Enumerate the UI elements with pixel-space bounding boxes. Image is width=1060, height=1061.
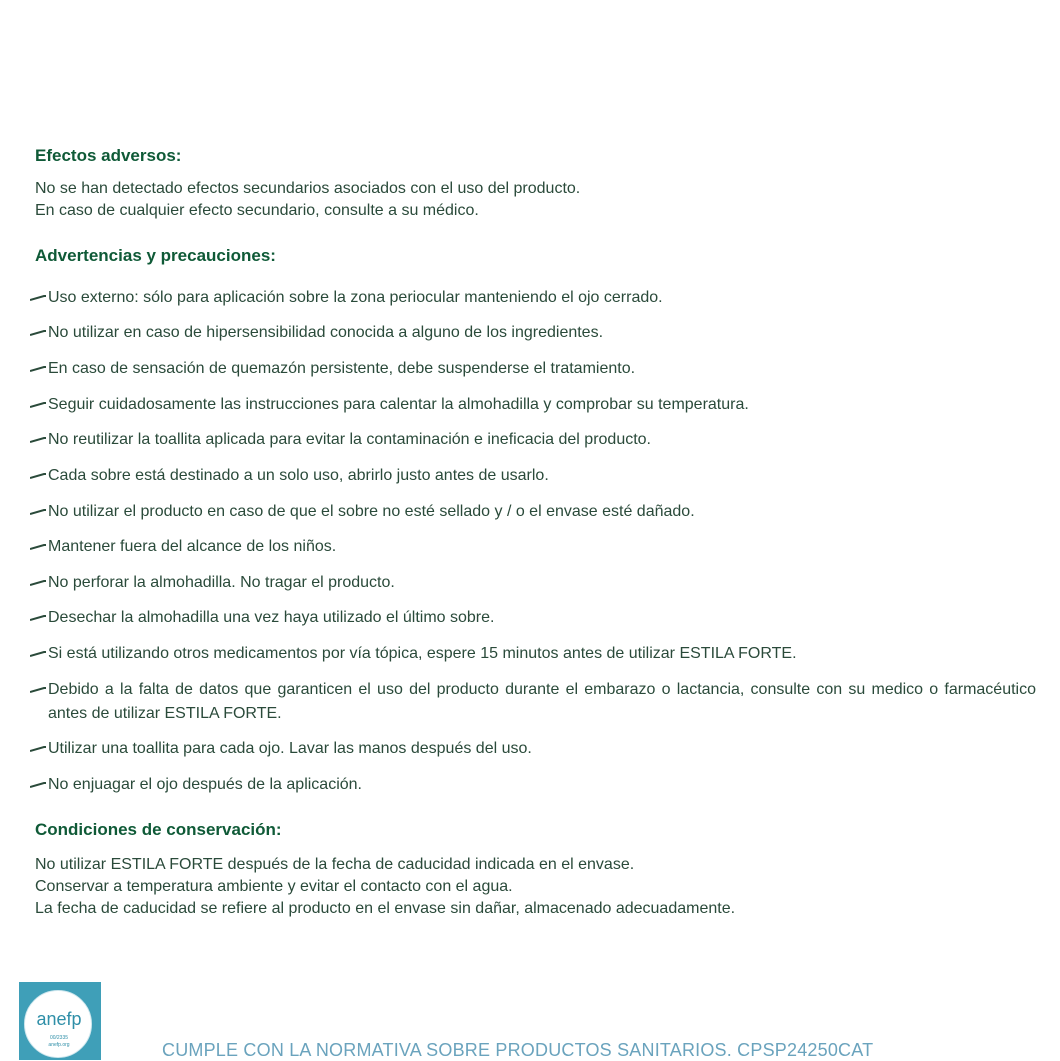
- warning-item-text: Cada sobre está destinado a un solo uso, abrirlo justo antes de usarlo.: [48, 467, 549, 484]
- dash-icon: [30, 471, 46, 481]
- warning-item-text: Debido a la falta de datos que garanticen el uso del producto durante el embarazo o lactancia, consulte con su medico o farmacéutico antes de utilizar ESTILA FORTE.: [48, 681, 1036, 722]
- dash-icon: [30, 685, 46, 695]
- warning-item: [30, 504, 1040, 524]
- warning-item: [30, 682, 1040, 726]
- dash-icon: [30, 364, 46, 374]
- dash-icon: [30, 613, 46, 623]
- warning-item-text: No enjuagar el ojo después de la aplicación.: [48, 776, 362, 793]
- dash-icon: [30, 507, 46, 517]
- logo-code: 00/2335: [49, 1035, 69, 1041]
- warning-item-text: Utilizar una toallita para cada ojo. Lavar las manos después del uso.: [48, 740, 532, 757]
- warning-item: [30, 610, 1040, 630]
- dash-icon: [30, 435, 46, 445]
- adverse-effects-title: Efectos adversos:: [35, 146, 182, 165]
- logo-wordmark: anefp: [36, 1009, 82, 1029]
- dash-icon: [30, 649, 46, 659]
- dash-icon: [30, 328, 46, 338]
- warning-item-text: Si está utilizando otros medicamentos por vía tópica, espere 15 minutos antes de utilizar ESTILA FORTE.: [48, 645, 797, 662]
- warning-item-text: Seguir cuidadosamente las instrucciones para calentar la almohadilla y comprobar su temperatura.: [48, 396, 749, 413]
- warning-item: [30, 646, 1040, 666]
- warning-item-text: Desechar la almohadilla una vez haya utilizado el último sobre.: [48, 609, 495, 626]
- dash-icon: [30, 293, 46, 303]
- storage-title: Condiciones de conservación:: [35, 820, 282, 839]
- warning-item: [30, 468, 1040, 488]
- warning-item: [30, 539, 1040, 559]
- warning-item-text: No perforar la almohadilla. No tragar el producto.: [48, 574, 395, 591]
- compliance-note: CUMPLE CON LA NORMATIVA SOBRE PRODUCTOS SANITARIOS. CPSP24250CAT: [162, 1040, 874, 1060]
- warnings-title: Advertencias y precauciones:: [35, 246, 276, 265]
- warning-item-text: Mantener fuera del alcance de los niños.: [48, 538, 337, 555]
- warning-item: [30, 290, 1040, 310]
- warning-item-text: Uso externo: sólo para aplicación sobre la zona periocular manteniendo el ojo cerrado.: [48, 289, 663, 306]
- warning-item-text: No utilizar el producto en caso de que el sobre no esté sellado y / o el envase esté dañado.: [48, 503, 695, 520]
- dash-icon: [30, 578, 46, 588]
- storage-line: Conservar a temperatura ambiente y evitar el contacto con el agua.: [35, 878, 513, 895]
- adverse-effects-line: No se han detectado efectos secundarios asociados con el uso del producto.: [35, 180, 581, 197]
- warning-item: [30, 397, 1040, 417]
- warning-item-text: No reutilizar la toallita aplicada para evitar la contaminación e ineficacia del producto.: [48, 431, 651, 448]
- warning-item: [30, 575, 1040, 595]
- warning-item-text: En caso de sensación de quemazón persistente, debe suspenderse el tratamiento.: [48, 360, 636, 377]
- storage-line: No utilizar ESTILA FORTE después de la fecha de caducidad indicada en el envase.: [35, 856, 635, 873]
- warning-item: [30, 361, 1040, 381]
- anefp-logo: [19, 982, 101, 1060]
- logo-circle: [24, 990, 92, 1058]
- storage-line: La fecha de caducidad se refiere al producto en el envase sin dañar, almacenado adecuadamente.: [35, 900, 736, 917]
- warning-item: [30, 741, 1040, 761]
- warning-item: [30, 432, 1040, 452]
- warning-item-text: No utilizar en caso de hipersensibilidad conocida a alguno de los ingredientes.: [48, 324, 604, 341]
- dash-icon: [30, 542, 46, 552]
- warning-item: [30, 777, 1040, 797]
- logo-site: anefp.org: [48, 1042, 70, 1048]
- dash-icon: [30, 400, 46, 410]
- adverse-effects-line: En caso de cualquier efecto secundario, consulte a su médico.: [35, 202, 479, 219]
- dash-icon: [30, 744, 46, 754]
- dash-icon: [30, 780, 46, 790]
- warning-item: [30, 325, 1040, 345]
